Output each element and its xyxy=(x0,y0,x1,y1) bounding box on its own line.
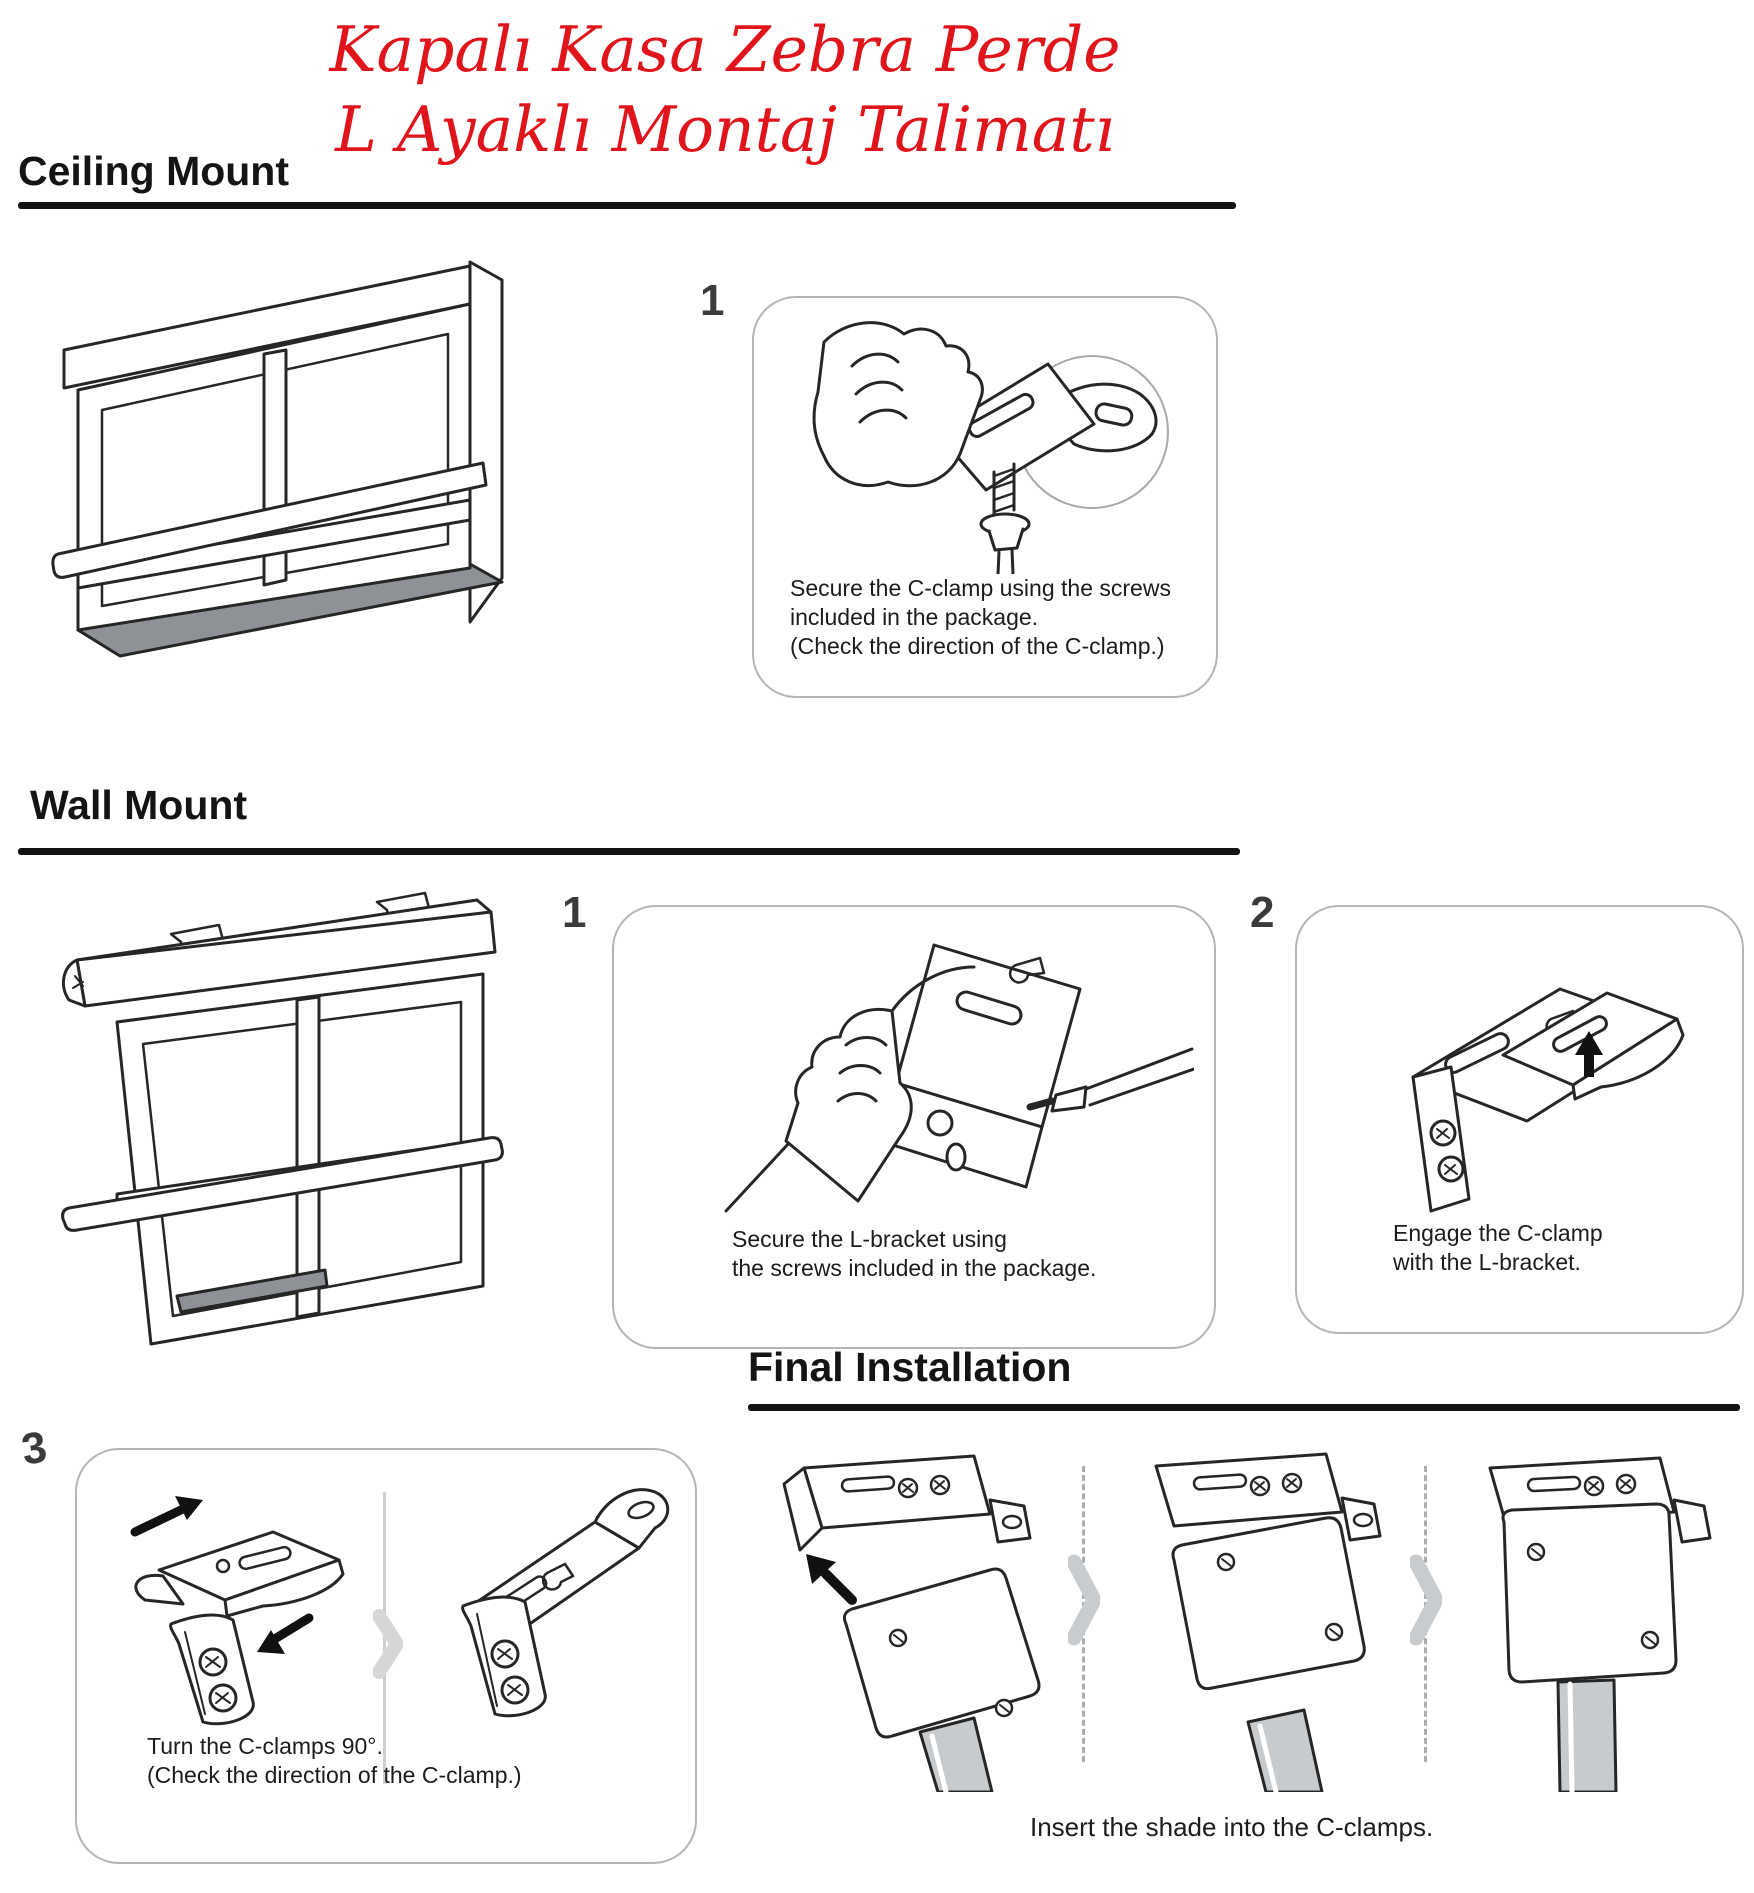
cassette-plate xyxy=(1173,1518,1364,1689)
c-clamp-flat-illustration xyxy=(101,1476,371,1726)
caption-line: with the L-bracket. xyxy=(1393,1249,1581,1275)
driver-tip xyxy=(1052,1087,1086,1111)
caption-line: Secure the C-clamp using the screws xyxy=(790,575,1171,601)
final-step3-caption xyxy=(147,1732,627,1790)
shade-insert-illustration-1 xyxy=(742,1442,1062,1792)
insert-shade-caption: Insert the shade into the C-clamps. xyxy=(1030,1812,1434,1842)
bracket-hole-oval xyxy=(947,1144,965,1170)
hook-hole xyxy=(1354,1514,1372,1526)
chevron-right-icon xyxy=(1410,1552,1442,1653)
wall-step2-card xyxy=(1295,905,1744,1334)
final-installation-rule xyxy=(748,1404,1740,1411)
ceiling-mount-heading: Ceiling Mount xyxy=(18,148,290,194)
c-clamp-hook xyxy=(1674,1500,1710,1542)
title-line-2: L Ayaklı Montaj Talimatı xyxy=(335,93,1115,166)
ceiling-mount-rule xyxy=(18,202,1236,209)
screw-head xyxy=(989,529,1023,550)
hand-outline xyxy=(814,323,982,486)
caption-line: (Check the direction of the C-clamp.) xyxy=(790,633,1165,659)
caption-line: included in the package. xyxy=(790,604,1039,630)
final-step3-number: 3 xyxy=(18,1422,51,1475)
shade-strip xyxy=(1248,1710,1322,1792)
ceiling-step1-card xyxy=(752,296,1218,698)
rotate-arrow-1 xyxy=(135,1508,185,1532)
shade-strip xyxy=(1558,1680,1616,1792)
shade-strip-line xyxy=(1570,1684,1572,1792)
bracket-hole-round xyxy=(928,1111,952,1135)
c-clamp-body xyxy=(804,1456,990,1528)
wall-mount-heading: Wall Mount xyxy=(30,782,248,828)
wall-step2-number: 2 xyxy=(1250,888,1275,937)
caption-line: Secure the L-bracket using xyxy=(732,1226,1007,1252)
ceiling-step1-caption xyxy=(790,574,1200,661)
wall-step2-caption xyxy=(1393,1219,1713,1277)
final-step3-card xyxy=(75,1448,697,1864)
wall-mount-rule xyxy=(18,848,1240,855)
clamp-screw-dot xyxy=(217,1560,229,1572)
driver-shaft xyxy=(998,550,1013,574)
hook-hole xyxy=(1003,1516,1021,1528)
title-line-1: Kapalı Kasa Zebra Perde xyxy=(329,13,1121,86)
driver-shaft xyxy=(1086,1049,1194,1105)
wall-window-illustration xyxy=(25,872,535,1352)
c-clamp-turned-illustration xyxy=(407,1470,677,1730)
page-title xyxy=(150,10,1300,170)
window-mullion xyxy=(297,997,319,1317)
chevron-right-icon xyxy=(373,1608,403,1685)
wall-step1-card xyxy=(612,905,1216,1349)
hand-outline xyxy=(786,1009,911,1201)
c-clamp-engaging-l-bracket-illustration xyxy=(1355,937,1685,1237)
shade-insert-illustration-2 xyxy=(1108,1442,1398,1792)
insert-arrow xyxy=(826,1574,852,1600)
wall-step1-caption xyxy=(732,1225,1192,1283)
hand-screwing-l-bracket-illustration xyxy=(634,919,1194,1219)
caption-line: the screws included in the package. xyxy=(732,1255,1097,1281)
ceiling-window-illustration xyxy=(50,238,545,658)
caption-line: Engage the C-clamp xyxy=(1393,1220,1603,1246)
ceiling-step1-number: 1 xyxy=(700,276,725,325)
shade-strip xyxy=(920,1718,992,1792)
rotate-arrow-2 xyxy=(273,1618,309,1640)
wall-step1-number: 1 xyxy=(562,888,587,937)
caption-line: (Check the direction of the C-clamp.) xyxy=(147,1762,522,1788)
hand-screwing-c-clamp-illustration xyxy=(762,306,1206,574)
final-installation-heading: Final Installation xyxy=(748,1344,1072,1390)
c-clamp-body xyxy=(1156,1454,1342,1526)
clamp-lip-tab xyxy=(136,1575,183,1604)
chevron-right-icon xyxy=(1068,1552,1100,1653)
caption-line: Turn the C-clamps 90°. xyxy=(147,1733,383,1759)
shade-insert-illustration-3 xyxy=(1452,1442,1742,1792)
cassette-plate xyxy=(1503,1504,1676,1682)
